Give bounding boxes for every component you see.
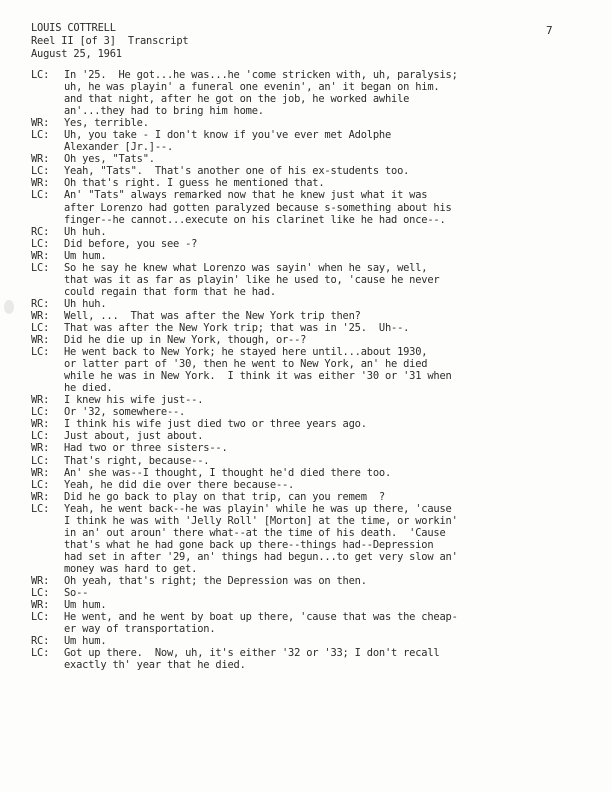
text-line: and that night, after he got on the job, he worked awhile xyxy=(64,93,410,106)
text-line: Just about, just about. xyxy=(64,430,204,443)
text-line: that was it as far as playin' like he used to, 'cause he never xyxy=(64,273,440,286)
dialogue-turn xyxy=(31,310,586,322)
text-line: Uh huh. xyxy=(64,225,107,238)
turn-text xyxy=(64,394,586,406)
turn-text xyxy=(64,262,586,298)
text-line: while he was in New York. I think it was either '30 or '31 when xyxy=(64,370,452,383)
transcript-body xyxy=(31,69,586,671)
text-line: exactly th' year that he died. xyxy=(64,659,246,672)
text-line: finger--he cannot...execute on his clarinet like he had once--. xyxy=(64,213,446,226)
text-line: or latter part of '30, then he went to New York, an' he died xyxy=(64,358,428,371)
speaker-label: LC: xyxy=(31,587,50,600)
text-line: I think he was with 'Jelly Roll' [Morton] at the time, or workin' xyxy=(64,514,458,527)
text-line: So he say he knew what Lorenzo was sayin' when he say, well, xyxy=(64,261,428,274)
text-line: Um hum. xyxy=(64,249,107,262)
speaker-label: LC: xyxy=(31,189,50,202)
speaker-label: LC: xyxy=(31,647,50,660)
dialogue-turn xyxy=(31,430,586,442)
speaker-label: WR: xyxy=(31,418,50,431)
turn-text xyxy=(64,503,586,575)
speaker-label: WR: xyxy=(31,177,50,190)
speaker-label: LC: xyxy=(31,346,50,359)
text-line: money was hard to get. xyxy=(64,562,198,575)
turn-text xyxy=(64,467,586,479)
dialogue-turn xyxy=(31,587,586,599)
speaker-label: LC: xyxy=(31,406,50,419)
turn-text xyxy=(64,129,586,153)
speaker-label: WR: xyxy=(31,442,50,455)
speaker-label: LC: xyxy=(31,69,50,81)
text-line: Got up there. Now, uh, it's either '32 or '33; I don't recall xyxy=(64,647,440,660)
speaker-label: WR: xyxy=(31,249,50,262)
speaker-label: LC: xyxy=(31,478,50,491)
text-line: He went, and he went by boat up there, 'cause that was the cheap- xyxy=(64,611,458,624)
speaker-label: LC: xyxy=(31,237,50,250)
turn-text xyxy=(64,455,586,467)
text-line: Uh, you take - I don't know if you've ever met Adolphe xyxy=(64,129,392,142)
text-line: I knew his wife just--. xyxy=(64,394,204,407)
speaker-label: WR: xyxy=(31,153,50,166)
text-line: He went back to New York; he stayed here until...about 1930, xyxy=(64,346,428,359)
dialogue-turn xyxy=(31,262,586,298)
dialogue-turn xyxy=(31,611,586,635)
speaker-label: WR: xyxy=(31,117,50,130)
text-line: he died. xyxy=(64,382,113,395)
speaker-label: LC: xyxy=(31,454,50,467)
text-line: In '25. He got...he was...he 'come stricken with, uh, paralysis; xyxy=(64,69,458,81)
dialogue-turn xyxy=(31,322,586,334)
text-line: er way of transportation. xyxy=(64,623,216,636)
text-line: Did he die up in New York, though, or--? xyxy=(64,334,307,347)
text-line: after Lorenzo had gotten paralyzed because s-something about his xyxy=(64,201,452,214)
turn-text xyxy=(64,587,586,599)
dialogue-turn xyxy=(31,635,586,647)
text-line: An' she was--I thought, I thought he'd died there too. xyxy=(64,466,392,479)
speaker-label: WR: xyxy=(31,334,50,347)
turn-text xyxy=(64,647,586,671)
turn-text xyxy=(64,479,586,491)
text-line: That's right, because--. xyxy=(64,454,210,467)
dialogue-turn xyxy=(31,334,586,346)
turn-text xyxy=(64,635,586,647)
dialogue-turn xyxy=(31,491,586,503)
dialogue-turn xyxy=(31,479,586,491)
turn-text xyxy=(64,189,586,225)
text-line: Alexander [Jr.]--. xyxy=(64,141,174,154)
punch-hole-mark xyxy=(4,300,14,314)
turn-text xyxy=(64,226,586,238)
turn-text xyxy=(64,298,586,310)
text-line: in an' out aroun' there what--at the time of his death. 'Cause xyxy=(64,526,446,539)
turn-text xyxy=(64,153,586,165)
speaker-label: LC: xyxy=(31,129,50,142)
dialogue-turn xyxy=(31,575,586,587)
speaker-label: RC: xyxy=(31,225,50,238)
speaker-label: WR: xyxy=(31,466,50,479)
text-line: Oh yes, "Tats". xyxy=(64,153,155,166)
text-line: an'...they had to bring him home. xyxy=(64,105,264,118)
text-line: An' "Tats" always remarked now that he knew just what it was xyxy=(64,189,428,202)
text-line: Yes, terrible. xyxy=(64,117,149,130)
header-name: LOUIS COTTRELL xyxy=(31,22,116,34)
speaker-label: LC: xyxy=(31,321,50,334)
text-line: that's what he had gone back up there--things had--Depression xyxy=(64,538,434,551)
speaker-label: LC: xyxy=(31,430,50,443)
dialogue-turn xyxy=(31,406,586,418)
dialogue-turn xyxy=(31,238,586,250)
speaker-label: LC: xyxy=(31,611,50,624)
text-line: Oh yeah, that's right; the Depression was on then. xyxy=(64,574,367,587)
dialogue-turn xyxy=(31,129,586,153)
dialogue-turn xyxy=(31,346,586,394)
turn-text xyxy=(64,177,586,189)
text-line: Yeah, "Tats". That's another one of his ex-students too. xyxy=(64,165,410,178)
dialogue-turn xyxy=(31,153,586,165)
header-reel: Reel II [of 3] Transcript xyxy=(31,35,189,47)
header-date: August 25, 1961 xyxy=(31,48,122,60)
text-line: Um hum. xyxy=(64,599,107,612)
text-line: Yeah, he did die over there because--. xyxy=(64,478,295,491)
speaker-label: WR: xyxy=(31,599,50,612)
speaker-label: LC: xyxy=(31,261,50,274)
turn-text xyxy=(64,117,586,129)
text-line: Well, ... That was after the New York trip then? xyxy=(64,309,361,322)
dialogue-turn xyxy=(31,467,586,479)
text-line: Oh that's right. I guess he mentioned that. xyxy=(64,177,325,190)
text-line: That was after the New York trip; that was in '25. Uh--. xyxy=(64,321,410,334)
text-line: Did before, you see -? xyxy=(64,237,198,250)
dialogue-turn xyxy=(31,177,586,189)
speaker-label: LC: xyxy=(31,502,50,515)
turn-text xyxy=(64,418,586,430)
dialogue-turn xyxy=(31,599,586,611)
turn-text xyxy=(64,406,586,418)
text-line: had set in after '29, an' things had begun...to get very slow an' xyxy=(64,550,458,563)
turn-text xyxy=(64,346,586,394)
turn-text xyxy=(64,250,586,262)
text-line: could regain that form that he had. xyxy=(64,285,276,298)
turn-text xyxy=(64,430,586,442)
dialogue-turn xyxy=(31,442,586,454)
dialogue-turn xyxy=(31,394,586,406)
page-header xyxy=(31,22,188,61)
speaker-label: WR: xyxy=(31,394,50,407)
text-line: Yeah, he went back--he was playin' while he was up there, 'cause xyxy=(64,502,452,515)
text-line: Or '32, somewhere--. xyxy=(64,406,186,419)
text-line: uh, he was playin' a funeral one evenin', an' it began on him. xyxy=(64,81,440,94)
text-line: Did he go back to play on that trip, can you remem ? xyxy=(64,490,385,503)
dialogue-turn xyxy=(31,69,586,117)
text-line: Had two or three sisters--. xyxy=(64,442,228,455)
dialogue-turn xyxy=(31,455,586,467)
turn-text xyxy=(64,322,586,334)
dialogue-turn xyxy=(31,418,586,430)
turn-text xyxy=(64,599,586,611)
speaker-label: WR: xyxy=(31,490,50,503)
turn-text xyxy=(64,69,586,117)
dialogue-turn xyxy=(31,117,586,129)
turn-text xyxy=(64,310,586,322)
turn-text xyxy=(64,334,586,346)
dialogue-turn xyxy=(31,226,586,238)
dialogue-turn xyxy=(31,647,586,671)
text-line: So-- xyxy=(64,587,89,600)
dialogue-turn xyxy=(31,503,586,575)
dialogue-turn xyxy=(31,189,586,225)
turn-text xyxy=(64,442,586,454)
turn-text xyxy=(64,611,586,635)
turn-text xyxy=(64,165,586,177)
text-line: I think his wife just died two or three years ago. xyxy=(64,418,367,431)
turn-text xyxy=(64,491,586,503)
turn-text xyxy=(64,238,586,250)
page-number: 7 xyxy=(546,24,553,37)
dialogue-turn xyxy=(31,165,586,177)
speaker-label: RC: xyxy=(31,297,50,310)
speaker-label: LC: xyxy=(31,165,50,178)
speaker-label: WR: xyxy=(31,309,50,322)
speaker-label: RC: xyxy=(31,635,50,648)
text-line: Uh huh. xyxy=(64,297,107,310)
turn-text xyxy=(64,575,586,587)
text-line: Um hum. xyxy=(64,635,107,648)
dialogue-turn xyxy=(31,298,586,310)
dialogue-turn xyxy=(31,250,586,262)
speaker-label: WR: xyxy=(31,574,50,587)
